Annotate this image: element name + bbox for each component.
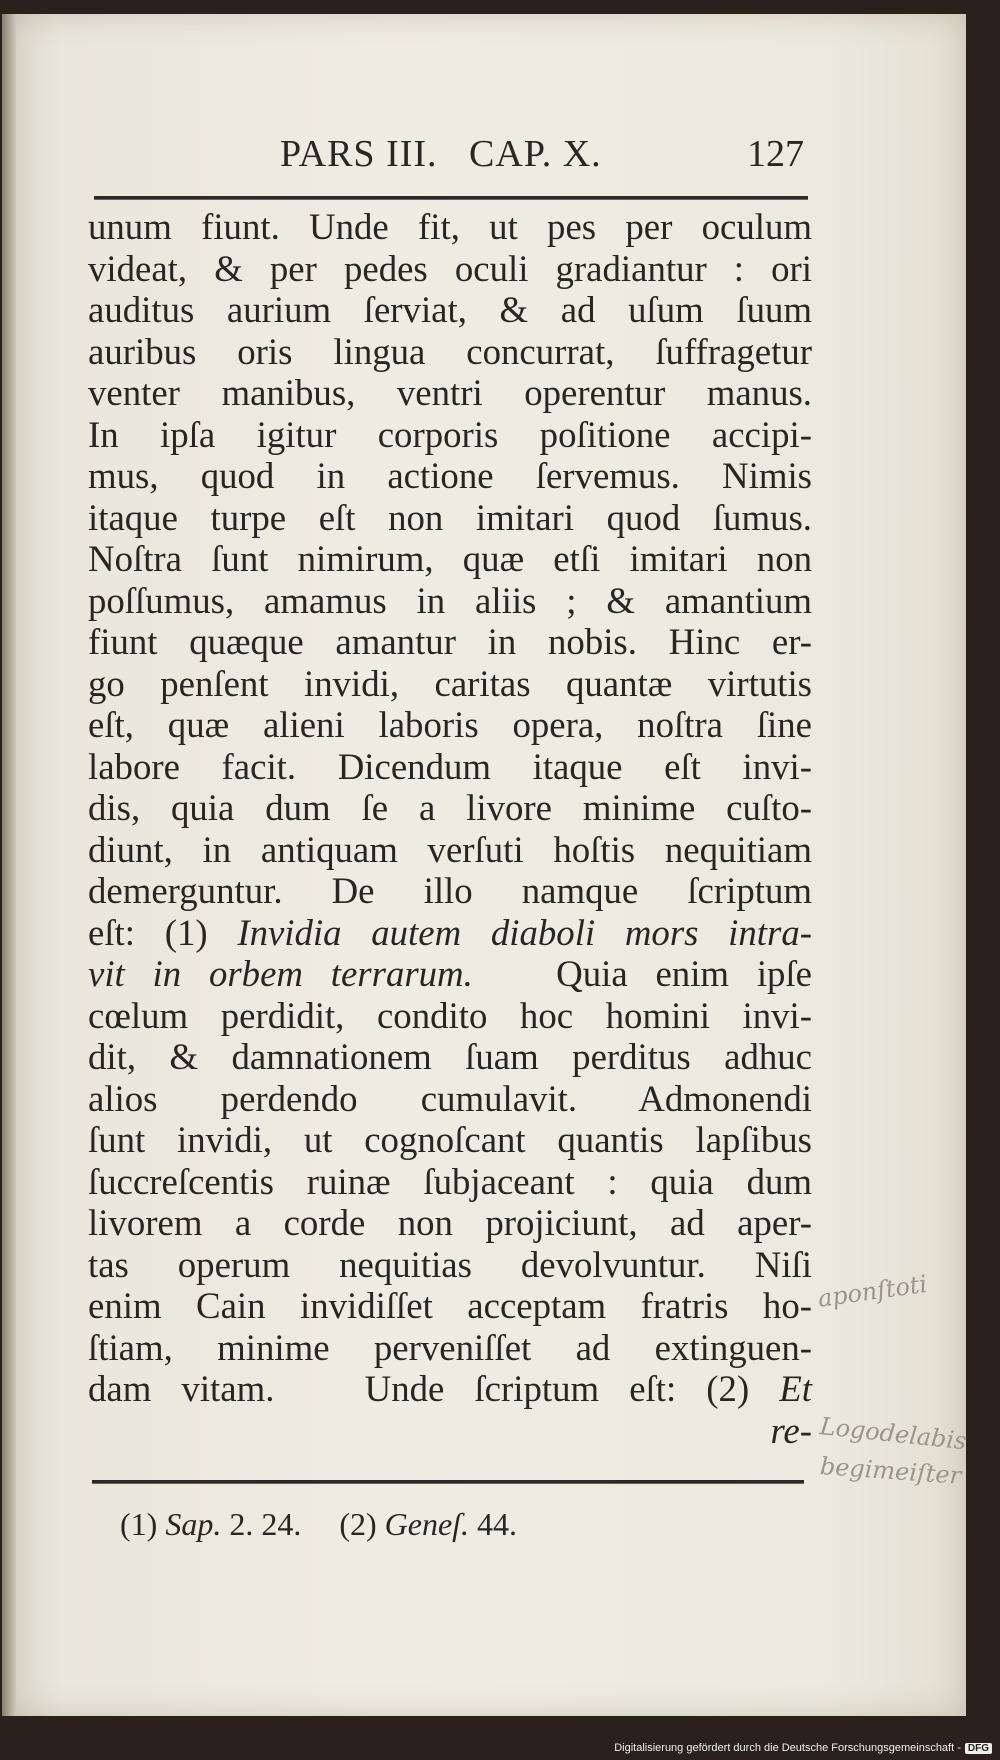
handwritten-margin-note: aponſtoti xyxy=(816,1269,929,1313)
dfg-logo: DFG xyxy=(965,1743,992,1754)
footnote-reference: Sap. xyxy=(165,1506,222,1542)
page-gutter xyxy=(2,14,16,1716)
text-line: alios perdendo cumulavit. Admonendi xyxy=(88,1077,812,1119)
text-line-mixed xyxy=(88,912,812,954)
text-italic: vit in orbem terrarum. xyxy=(88,953,473,994)
text-italic: Invidia autem diaboli mors intra- xyxy=(237,911,812,953)
text-line: videat, & per pedes oculi gradiantur : ori xyxy=(88,247,812,289)
running-title: PARS III. CAP. X. xyxy=(280,133,602,175)
text-line: livorem a corde non projiciunt, ad aper- xyxy=(88,1202,812,1243)
footnotes xyxy=(120,1506,517,1543)
text-line: fiunt quæque amantur in nobis. Hinc er- xyxy=(88,621,812,662)
page-header xyxy=(90,126,810,186)
text-line: Noſtra ſunt nimirum, quæ etſi imitari non xyxy=(88,538,812,579)
text-line-mixed xyxy=(88,953,812,995)
text-line: enim Cain invidiſſet acceptam fratris ho- xyxy=(88,1285,812,1326)
digitization-credit xyxy=(614,1742,992,1754)
text-line: ſtiam, minime perveniſſet ad extinguen- xyxy=(88,1326,812,1368)
footnote-location: 44. xyxy=(477,1506,518,1542)
footnote-reference: Geneſ. xyxy=(384,1506,470,1542)
credit-text: Digitalisierung gefördert durch die Deutsche Forschungsgemeinschaft - xyxy=(614,1742,961,1754)
handwritten-margin-note: begimeiſter xyxy=(819,1452,963,1490)
footnote-location: 2. 24. xyxy=(229,1506,302,1542)
text-line: go penſent invidi, caritas quantæ virtutis xyxy=(88,662,812,704)
text-line: mus, quod in actione ſervemus. Nimis xyxy=(88,455,812,496)
catchword: re- xyxy=(770,1409,812,1451)
text-line: labore facit. Dicendum itaque eſt invi- xyxy=(88,745,812,787)
page-number: 127 xyxy=(747,133,804,175)
handwritten-margin-note: Logodelabis xyxy=(818,1412,968,1456)
text-italic: Et xyxy=(779,1368,812,1409)
text-line: cœlum perdidit, condito hoc homini invi- xyxy=(88,994,812,1036)
footnote-rule xyxy=(92,1480,804,1484)
text-line: demerguntur. De illo namque ſcriptum xyxy=(88,870,812,911)
footnote-marker: (1) xyxy=(120,1506,158,1542)
text-line: unum fiunt. Unde fit, ut pes per oculum xyxy=(88,206,812,247)
body-text xyxy=(88,206,812,1451)
footnote-marker: (2) xyxy=(339,1506,377,1542)
text-line: In ipſa igitur corporis poſitione accipi- xyxy=(88,413,812,455)
text-roman: dam vitam. Unde ſcriptum eſt: (2) xyxy=(88,1368,780,1409)
text-line: ſuccreſcentis ruinæ ſubjaceant : quia dum xyxy=(88,1160,812,1202)
text-line: tas operum nequitias devolvuntur. Niſi xyxy=(88,1243,812,1285)
text-line: poſſumus, amamus in aliis ; & amantium xyxy=(88,579,812,621)
text-line: diunt, in antiquam verſuti hoſtis nequitiam xyxy=(88,828,812,870)
text-line: dis, quia dum ſe a livore minime cuſto- xyxy=(88,787,812,828)
text-line: itaque turpe eſt non imitari quod ſumus. xyxy=(88,496,812,538)
text-line: auribus oris lingua concurrat, ſuffragetur xyxy=(88,330,812,372)
text-roman: Quia enim ipſe xyxy=(472,953,813,994)
text-line: venter manibus, ventri operentur manus. xyxy=(88,372,812,413)
text-line: ſunt invidi, ut cognoſcant quantis lapſibus xyxy=(88,1119,812,1160)
text-line: auditus aurium ſerviat, & ad uſum ſuum xyxy=(88,289,812,330)
text-line: eſt, quæ alieni laboris opera, noſtra ſine xyxy=(88,704,812,745)
header-rule xyxy=(94,196,808,200)
text-line-mixed xyxy=(88,1368,812,1410)
text-roman: eſt: (1) xyxy=(88,911,238,953)
text-line: dit, & damnationem ſuam perditus adhuc xyxy=(88,1036,812,1077)
